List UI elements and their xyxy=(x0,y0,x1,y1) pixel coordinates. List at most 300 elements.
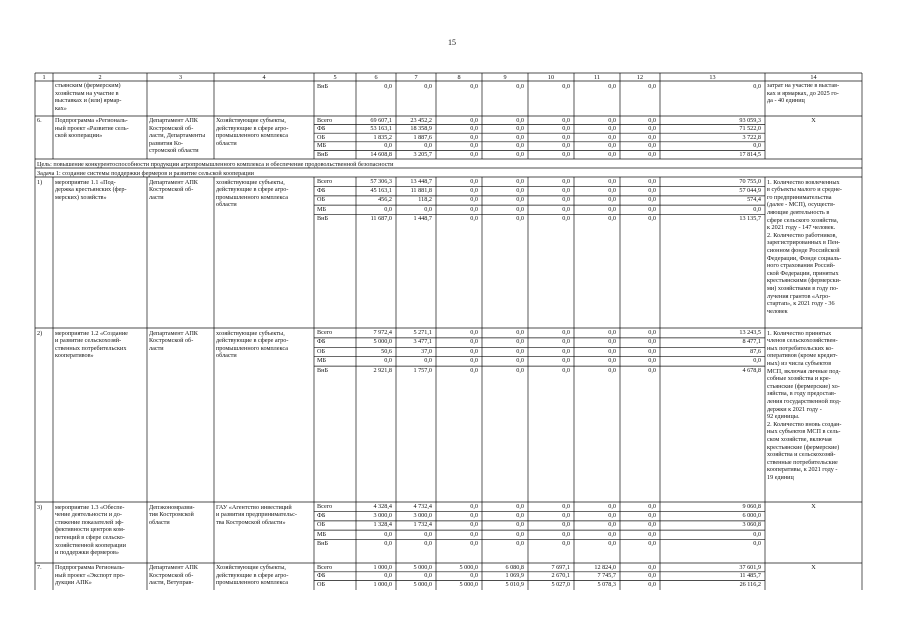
participants: промышленного комплекса xyxy=(216,344,288,352)
amount-cell: 0,0 xyxy=(470,150,478,158)
fund-type: ВнБ xyxy=(317,366,328,374)
amount-cell: 0,0 xyxy=(384,357,392,365)
amount-cell: 0,0 xyxy=(424,539,432,547)
executor: ласти, Ветуправ- xyxy=(149,579,194,587)
indicator-text: X xyxy=(811,503,816,510)
amount-cell: 0,0 xyxy=(753,357,761,365)
amount-cell: 0,0 xyxy=(608,503,616,510)
amount-cell: 9 060,8 xyxy=(742,503,761,510)
fund-type: Всего xyxy=(317,116,333,124)
executor: Костромской об- xyxy=(149,124,194,132)
indicator-text: (далее - МСП), осуществ- xyxy=(767,201,836,209)
amount-cell: 0,0 xyxy=(470,338,478,346)
executor: развития Ко- xyxy=(149,139,183,147)
amount-cell: 0,0 xyxy=(562,521,570,529)
indicator-text: оперативов (кроме кредит- xyxy=(767,352,838,360)
indicator-text: сфере сельского хозяйства, xyxy=(767,216,839,224)
activity-name: ской кооперации» xyxy=(55,132,103,140)
amount-cell: 0,0 xyxy=(562,338,570,346)
column-number: 8 xyxy=(457,73,461,81)
amount-cell: 0,0 xyxy=(608,347,616,355)
activity-name: кооперативов» xyxy=(55,352,94,360)
fund-type: ОБ xyxy=(317,347,326,355)
indicator-text: ках и ярмарках, до 2025 го- xyxy=(767,89,839,97)
amount-cell: 0,0 xyxy=(562,125,570,133)
participants: действующие в сфере агро- xyxy=(216,337,289,345)
indicator-text: в субъекты малого и средне- xyxy=(767,186,842,194)
activity-name: петенций в сфере сельско- xyxy=(55,533,125,541)
amount-cell: 8 477,1 xyxy=(742,338,761,346)
amount-cell: 0,0 xyxy=(424,82,432,90)
amount-cell: 0,0 xyxy=(470,357,478,365)
indicator-text: ском хозяйстве, включая xyxy=(767,435,832,443)
column-number: 11 xyxy=(594,73,600,81)
amount-cell: 0,0 xyxy=(516,329,524,336)
activity-name: ный проект «Экспорт про- xyxy=(55,571,125,579)
fund-type: ВнБ xyxy=(317,82,328,90)
amount-cell: 0,0 xyxy=(562,205,570,213)
fund-type: ВнБ xyxy=(317,150,328,158)
amount-cell: 0,0 xyxy=(516,116,524,124)
amount-cell: 0,0 xyxy=(648,521,656,529)
amount-cell: 0,0 xyxy=(384,82,392,90)
amount-cell: 0,0 xyxy=(562,82,570,90)
indicator-text: 92 единицы. xyxy=(767,413,800,421)
amount-cell: 0,0 xyxy=(648,82,656,90)
amount-cell: 0,0 xyxy=(516,82,524,90)
amount-cell: 7 697,1 xyxy=(551,563,570,571)
executor: ласти, Департаменты xyxy=(149,132,206,140)
activity-name: хозяйственной кооперации xyxy=(55,541,126,549)
amount-cell: 0,0 xyxy=(648,329,656,336)
participants: области xyxy=(216,352,237,360)
amount-cell: 118,2 xyxy=(418,196,432,204)
amount-cell: 0,0 xyxy=(608,142,616,150)
amount-cell: 0,0 xyxy=(648,214,656,222)
amount-cell: 0,0 xyxy=(648,512,656,520)
indicator-text: держки к 2021 году - xyxy=(767,405,822,413)
indicator-text: крестьянскими (фермерски- xyxy=(767,277,841,285)
amount-cell: 0,0 xyxy=(562,150,570,158)
indicator-text: стьянские (фермерские) хо- xyxy=(767,382,840,390)
indicator-text: 1. Количество принятых xyxy=(767,329,832,337)
amount-cell: 71 522,0 xyxy=(739,125,761,133)
amount-cell: 0,0 xyxy=(608,178,616,185)
amount-cell: 37,0 xyxy=(421,347,432,355)
activity-name: мерских) хозяйств» xyxy=(55,193,107,201)
participants: промышленного комплекса xyxy=(216,579,288,587)
indicator-text: ного страхования Россий- xyxy=(767,262,836,270)
amount-cell: 0,0 xyxy=(516,133,524,141)
executor: ласти xyxy=(149,344,164,352)
activity-name: мероприятие 1.2 «Создание xyxy=(55,329,128,337)
amount-cell: 37 601,9 xyxy=(739,563,761,571)
amount-cell: 0,0 xyxy=(648,530,656,538)
page-number: 15 xyxy=(448,38,456,47)
indicator-text: хозяйства и сельскохозяй- xyxy=(767,451,836,459)
indicator-text: ской Федерации, принятых xyxy=(767,269,839,277)
amount-cell: 5 010,9 xyxy=(505,581,524,589)
executor: Департамент АПК xyxy=(149,178,198,186)
activity-name: хозяйствам на участие в xyxy=(55,89,119,97)
amount-cell: 0,0 xyxy=(516,512,524,520)
amount-cell: 1 448,7 xyxy=(413,214,432,222)
amount-cell: 0,0 xyxy=(648,347,656,355)
fund-type: ФБ xyxy=(317,512,326,520)
amount-cell: 7 972,4 xyxy=(373,329,392,336)
amount-cell: 0,0 xyxy=(608,116,616,124)
row-number: 2) xyxy=(37,330,43,337)
amount-cell: 11 881,8 xyxy=(410,187,432,195)
amount-cell: 13 448,7 xyxy=(410,178,432,185)
fund-type: ВнБ xyxy=(317,539,328,547)
amount-cell: 574,4 xyxy=(747,196,761,204)
amount-cell: 0,0 xyxy=(384,205,392,213)
amount-cell: 0,0 xyxy=(470,347,478,355)
amount-cell: 0,0 xyxy=(608,521,616,529)
amount-cell: 0,0 xyxy=(424,142,432,150)
amount-cell: 0,0 xyxy=(470,539,478,547)
activity-name: выставках и (или) ярмар- xyxy=(55,97,122,105)
activity-name: дукции АПК» xyxy=(55,579,92,587)
fund-type: МБ xyxy=(317,357,327,365)
amount-cell: 0,0 xyxy=(424,357,432,365)
amount-cell: 5 271,1 xyxy=(413,329,432,336)
activity-name: стижение показателей эф- xyxy=(55,518,124,526)
amount-cell: 0,0 xyxy=(608,187,616,195)
amount-cell: 0,0 xyxy=(648,572,656,580)
amount-cell: 23 452,2 xyxy=(410,116,432,124)
amount-cell: 3 000,0 xyxy=(413,512,432,520)
column-number: 9 xyxy=(503,73,507,81)
participants: хозяйствующие субъекты, xyxy=(216,329,285,337)
amount-cell: 0,0 xyxy=(470,530,478,538)
amount-cell: 0,0 xyxy=(424,205,432,213)
participants: промышленного комплекса xyxy=(216,193,288,201)
fund-type: ОБ xyxy=(317,581,326,589)
activity-name: чение деятельности и до- xyxy=(55,511,122,519)
indicator-text: ми) хозяйствами в году по- xyxy=(767,284,839,292)
fund-type: Всего xyxy=(317,563,333,571)
amount-cell: 0,0 xyxy=(648,133,656,141)
amount-cell: 93 059,3 xyxy=(739,116,761,124)
amount-cell: 53 163,1 xyxy=(370,125,392,133)
row-number: 7. xyxy=(37,564,42,571)
amount-cell: 0,0 xyxy=(470,142,478,150)
amount-cell: 0,0 xyxy=(562,133,570,141)
amount-cell: 0,0 xyxy=(608,357,616,365)
amount-cell: 4 732,4 xyxy=(413,503,432,510)
column-number: 2 xyxy=(98,73,102,81)
column-number: 12 xyxy=(636,73,644,81)
amount-cell: 0,0 xyxy=(516,187,524,195)
amount-cell: 0,0 xyxy=(562,357,570,365)
amount-cell: 0,0 xyxy=(648,178,656,185)
amount-cell: 0,0 xyxy=(753,530,761,538)
amount-cell: 0,0 xyxy=(562,187,570,195)
indicator-text: человек xyxy=(767,307,788,315)
activity-name: Подпрограмма Региональ- xyxy=(55,564,125,571)
amount-cell: 12 824,0 xyxy=(594,563,616,571)
indicator-text: ных) из числа субъектов xyxy=(767,359,832,367)
amount-cell: 14 608,8 xyxy=(370,150,392,158)
amount-cell: 6 080,8 xyxy=(505,563,524,571)
amount-cell: 5 078,3 xyxy=(597,581,616,589)
amount-cell: 0,0 xyxy=(608,196,616,204)
fund-type: Всего xyxy=(317,329,333,336)
executor: Департамент АПК xyxy=(149,329,198,337)
task-text: Задача 1: создание системы поддержки фермеров и развитие сельской кооперации xyxy=(37,169,254,177)
participants: Хозяйствующие субъекты, xyxy=(216,564,286,571)
indicator-text: крестьянские (фермерские) xyxy=(767,443,840,451)
amount-cell: 0,0 xyxy=(470,329,478,336)
fund-type: МБ xyxy=(317,205,327,213)
amount-cell: 1 000,0 xyxy=(373,563,392,571)
amount-cell: 17 814,5 xyxy=(739,150,761,158)
amount-cell: 0,0 xyxy=(608,205,616,213)
indicator-text: зяйства, в году предостав- xyxy=(767,390,837,398)
amount-cell: 2 921,8 xyxy=(373,366,392,374)
amount-cell: 0,0 xyxy=(562,530,570,538)
fund-type: ОБ xyxy=(317,133,326,141)
column-number: 14 xyxy=(810,73,817,81)
amount-cell: 0,0 xyxy=(516,196,524,204)
column-number: 6 xyxy=(374,73,378,81)
amount-cell: 0,0 xyxy=(562,116,570,124)
participants: хозяйствующие субъекты, xyxy=(216,178,285,186)
amount-cell: 11 687,0 xyxy=(370,214,392,222)
fund-type: ФБ xyxy=(317,125,326,133)
amount-cell: 0,0 xyxy=(562,178,570,185)
amount-cell: 2 670,1 xyxy=(551,572,570,580)
activity-name: фективности центров ком- xyxy=(55,526,125,534)
executor: Депэкономразви- xyxy=(149,503,195,511)
amount-cell: 0,0 xyxy=(648,116,656,124)
amount-cell: 3 000,0 xyxy=(373,512,392,520)
amount-cell: 0,0 xyxy=(648,187,656,195)
amount-cell: 1 328,4 xyxy=(373,521,392,529)
amount-cell: 0,0 xyxy=(753,205,761,213)
amount-cell: 57 044,9 xyxy=(739,187,761,195)
amount-cell: 50,6 xyxy=(381,347,392,355)
participants: действующие в сфере агро- xyxy=(216,186,289,194)
amount-cell: 0,0 xyxy=(516,150,524,158)
indicator-text: затрат на участие в выстав- xyxy=(767,82,840,89)
executor: Департамент АПК xyxy=(149,117,198,124)
amount-cell: 0,0 xyxy=(516,142,524,150)
participants: действующие в сфере агро- xyxy=(216,124,289,132)
amount-cell: 0,0 xyxy=(562,512,570,520)
amount-cell: 0,0 xyxy=(384,572,392,580)
amount-cell: 0,0 xyxy=(562,142,570,150)
fund-type: ФБ xyxy=(317,338,326,346)
amount-cell: 13 243,5 xyxy=(739,329,761,336)
activity-name: ках» xyxy=(55,104,67,112)
amount-cell: 0,0 xyxy=(516,347,524,355)
amount-cell: 0,0 xyxy=(470,187,478,195)
fund-type: ОБ xyxy=(317,521,326,529)
amount-cell: 0,0 xyxy=(470,125,478,133)
amount-cell: 0,0 xyxy=(424,572,432,580)
fund-type: ВнБ xyxy=(317,214,328,222)
amount-cell: 0,0 xyxy=(470,133,478,141)
indicator-text: ных потребительских ко- xyxy=(767,344,834,352)
amount-cell: 26 116,2 xyxy=(739,581,761,589)
amount-cell: 0,0 xyxy=(608,512,616,520)
amount-cell: 0,0 xyxy=(470,196,478,204)
indicator-text: к 2021 году - 147 человек. xyxy=(767,224,836,232)
amount-cell: 0,0 xyxy=(608,530,616,538)
amount-cell: 18 358,9 xyxy=(410,125,432,133)
indicator-text: X xyxy=(811,117,816,124)
column-number: 7 xyxy=(414,73,418,81)
amount-cell: 0,0 xyxy=(648,150,656,158)
amount-cell: 0,0 xyxy=(753,142,761,150)
indicator-text: ления государственной под- xyxy=(767,397,841,405)
executor: области xyxy=(149,518,170,526)
activity-name: ственных потребительских xyxy=(55,344,127,352)
amount-cell: 0,0 xyxy=(516,178,524,185)
amount-cell: 0,0 xyxy=(562,196,570,204)
activity-name: стьянским (фермерским) xyxy=(55,82,121,89)
amount-cell: 0,0 xyxy=(648,581,656,589)
fund-type: ФБ xyxy=(317,572,326,580)
amount-cell: 5 000,0 xyxy=(459,581,478,589)
amount-cell: 3 722,8 xyxy=(742,133,761,141)
amount-cell: 0,0 xyxy=(608,82,616,90)
amount-cell: 0,0 xyxy=(608,539,616,547)
executor: Департамент АПК xyxy=(149,564,198,571)
amount-cell: 0,0 xyxy=(562,329,570,336)
amount-cell: 4 678,8 xyxy=(742,366,761,374)
amount-cell: 0,0 xyxy=(608,338,616,346)
indicator-text: 2. Количество работников, xyxy=(767,231,837,239)
amount-cell: 0,0 xyxy=(470,116,478,124)
executor: тия Костромской xyxy=(149,511,194,519)
amount-cell: 0,0 xyxy=(648,125,656,133)
amount-cell: 0,0 xyxy=(648,196,656,204)
executor: Костромской об- xyxy=(149,186,194,194)
amount-cell: 0,0 xyxy=(384,539,392,547)
amount-cell: 0,0 xyxy=(470,178,478,185)
participants: Хозяйствующие субъекты, xyxy=(216,117,286,124)
fund-type: ОБ xyxy=(317,196,326,204)
column-number: 4 xyxy=(262,73,266,81)
participants: области xyxy=(216,139,237,147)
amount-cell: 0,0 xyxy=(516,366,524,374)
column-number: 10 xyxy=(547,73,555,81)
amount-cell: 0,0 xyxy=(470,572,478,580)
amount-cell: 0,0 xyxy=(608,125,616,133)
amount-cell: 0,0 xyxy=(516,357,524,365)
goal-text: Цель: повышение конкурентоспособности продукции агропромышленного комплекса и обеспечение продовольственной безопасности xyxy=(37,160,394,168)
amount-cell: 1 887,6 xyxy=(413,133,432,141)
amount-cell: 7 745,7 xyxy=(597,572,616,580)
column-number: 5 xyxy=(333,73,337,81)
amount-cell: 0,0 xyxy=(608,329,616,336)
amount-cell: 0,0 xyxy=(648,366,656,374)
indicator-text: собные хозяйства и кре- xyxy=(767,375,831,383)
amount-cell: 0,0 xyxy=(562,366,570,374)
amount-cell: 0,0 xyxy=(562,539,570,547)
amount-cell: 0,0 xyxy=(753,539,761,547)
amount-cell: 5 000,0 xyxy=(459,563,478,571)
amount-cell: 3 205,7 xyxy=(413,150,432,158)
amount-cell: 3 477,1 xyxy=(413,338,432,346)
amount-cell: 0,0 xyxy=(648,338,656,346)
column-number: 1 xyxy=(42,73,46,81)
amount-cell: 0,0 xyxy=(516,205,524,213)
amount-cell: 0,0 xyxy=(470,205,478,213)
executor: стромской области xyxy=(149,147,199,155)
indicator-text: ственные потребительские xyxy=(767,458,838,466)
amount-cell: 0,0 xyxy=(470,366,478,374)
amount-cell: 0,0 xyxy=(608,366,616,374)
amount-cell: 0,0 xyxy=(753,82,761,90)
amount-cell: 0,0 xyxy=(516,521,524,529)
participants: области xyxy=(216,201,237,209)
participants: действующие в сфере агро- xyxy=(216,571,289,579)
amount-cell: 5 027,0 xyxy=(551,581,570,589)
amount-cell: 0,0 xyxy=(608,214,616,222)
activity-name: мероприятие 1.3 «Обеспе- xyxy=(55,503,125,511)
amount-cell: 3 060,8 xyxy=(742,521,761,529)
amount-cell: 0,0 xyxy=(562,503,570,510)
amount-cell: 0,0 xyxy=(516,503,524,510)
amount-cell: 11 485,7 xyxy=(739,572,761,580)
indicator-text: ных субъектов МСП в сель- xyxy=(767,428,841,436)
amount-cell: 6 000,0 xyxy=(742,512,761,520)
row-number: 3) xyxy=(37,504,43,511)
fund-type: МБ xyxy=(317,142,327,150)
amount-cell: 0,0 xyxy=(470,503,478,510)
indicator-text: лучения грантов «Агро- xyxy=(767,292,831,300)
amount-cell: 0,0 xyxy=(608,133,616,141)
amount-cell: 87,6 xyxy=(750,347,761,355)
fund-type: Всего xyxy=(317,503,333,510)
amount-cell: 0,0 xyxy=(648,142,656,150)
executor: Костромской об- xyxy=(149,337,194,345)
amount-cell: 0,0 xyxy=(648,539,656,547)
fund-type: МБ xyxy=(317,530,327,538)
amount-cell: 0,0 xyxy=(516,539,524,547)
amount-cell: 0,0 xyxy=(470,512,478,520)
amount-cell: 0,0 xyxy=(424,530,432,538)
indicator-text: да - 40 единиц xyxy=(767,97,805,105)
indicator-text: 1. Количество вовлеченных xyxy=(767,178,840,186)
amount-cell: 0,0 xyxy=(516,214,524,222)
amount-cell: 0,0 xyxy=(384,142,392,150)
row-number: 1) xyxy=(37,179,43,186)
indicator-text: зарегистрированных в Пен- xyxy=(767,239,841,247)
indicator-text: 2. Количество вновь создан- xyxy=(767,420,842,428)
fund-type: ФБ xyxy=(317,187,326,195)
activity-name: ный проект «Развитие сель- xyxy=(55,124,129,132)
indicator-text: стартап», к 2021 году - 36 xyxy=(767,300,835,308)
amount-cell: 5 000,0 xyxy=(373,338,392,346)
indicator-text: X xyxy=(811,564,816,571)
activity-name: мероприятие 1.1 «Под- xyxy=(55,178,116,186)
amount-cell: 57 306,3 xyxy=(370,178,392,185)
participants: тва Костромской области» xyxy=(216,518,286,526)
participants: промышленного комплекса xyxy=(216,132,288,140)
amount-cell: 0,0 xyxy=(608,150,616,158)
activity-name: держка крестьянских (фер- xyxy=(55,186,127,194)
amount-cell: 0,0 xyxy=(384,530,392,538)
participants: и развития предпринимательс- xyxy=(216,511,297,519)
amount-cell: 0,0 xyxy=(648,357,656,365)
amount-cell: 0,0 xyxy=(648,205,656,213)
